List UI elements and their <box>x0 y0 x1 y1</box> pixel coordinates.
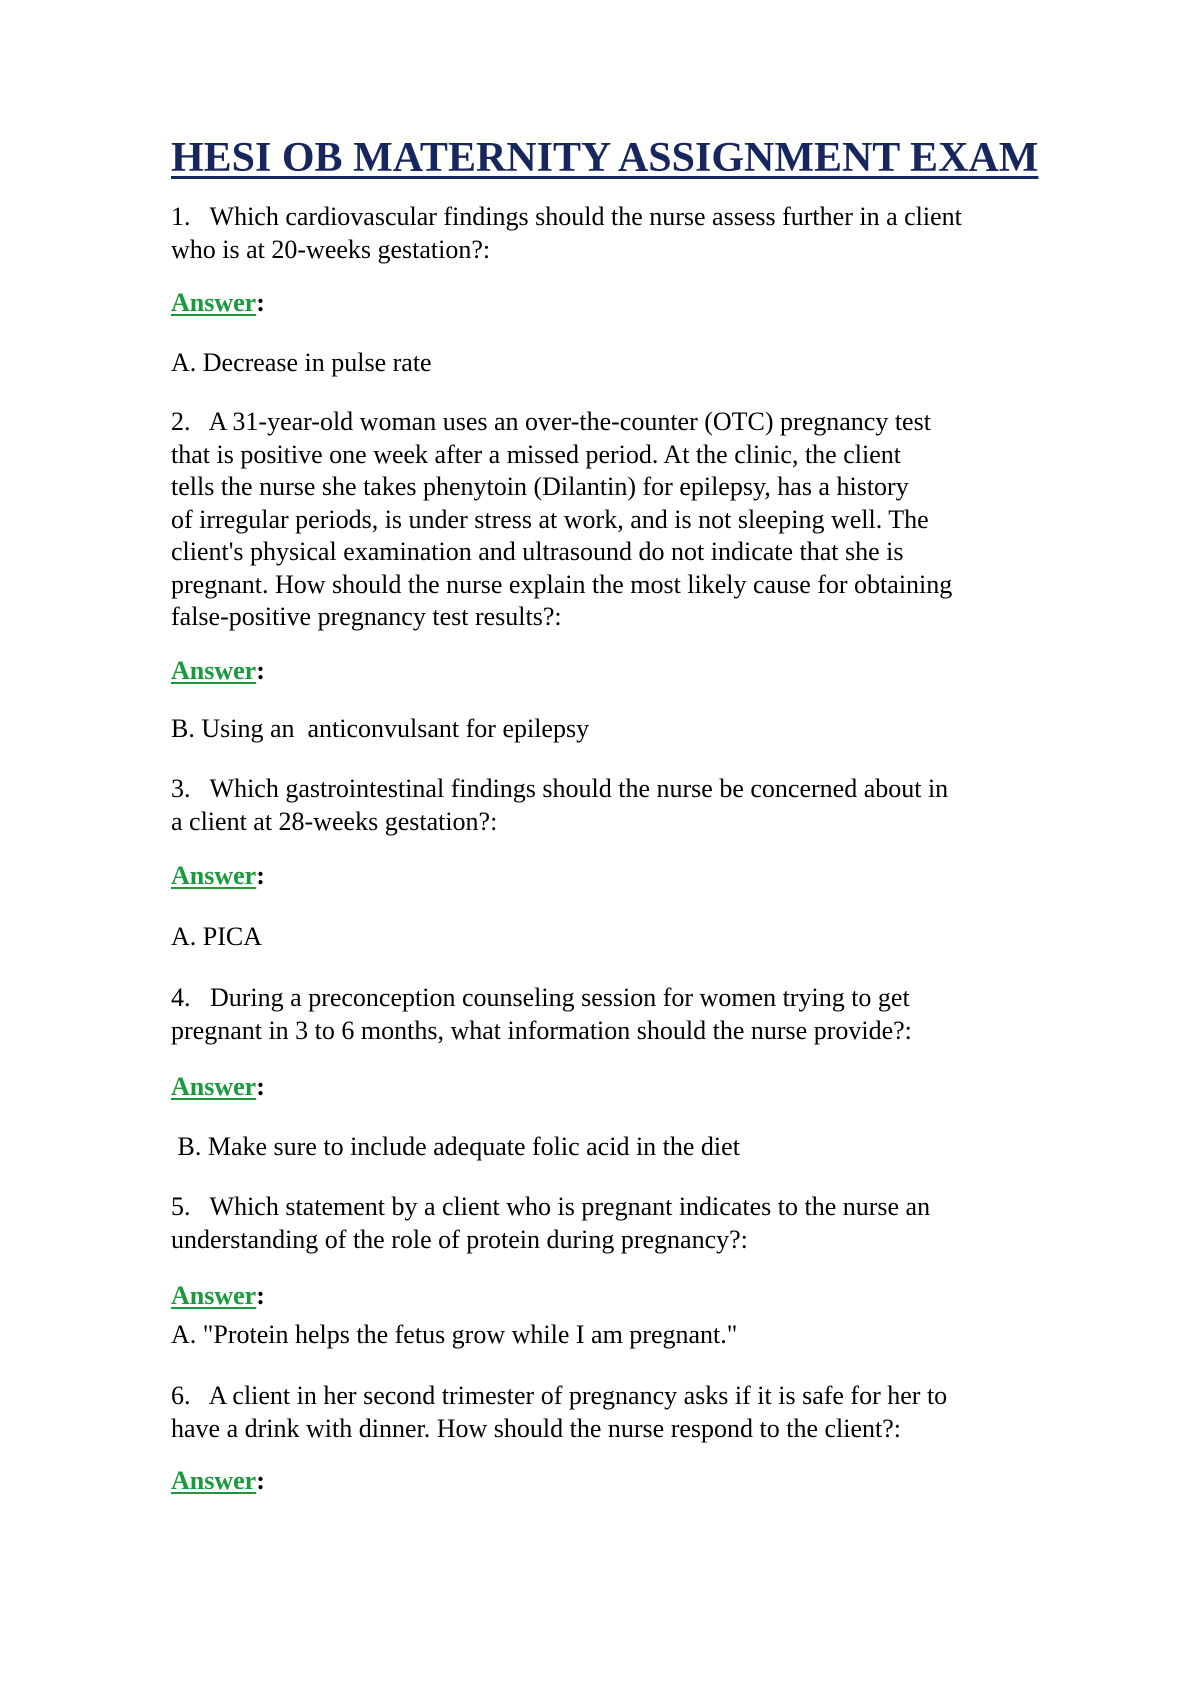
question-2 <box>171 406 952 634</box>
question-line: 3. Which gastrointestinal findings should the nurse be concerned about in <box>171 774 949 803</box>
question-line: 2. A 31-year-old woman uses an over-the-counter (OTC) pregnancy test <box>171 407 931 436</box>
answer-word: Answer <box>171 861 257 890</box>
question-1 <box>171 201 962 266</box>
question-6 <box>171 1380 947 1445</box>
question-line: have a drink with dinner. How should the nurse respond to the client?: <box>171 1413 902 1443</box>
question-line: pregnant in 3 to 6 months, what information should the nurse provide?: <box>171 1015 912 1045</box>
page-title: HESI OB MATERNITY ASSIGNMENT EXAM <box>171 135 1039 181</box>
question-line: pregnant. How should the nurse explain the most likely cause for obtaining <box>171 569 953 599</box>
answer-word: Answer <box>171 1466 257 1495</box>
question-4 <box>171 982 912 1047</box>
answer-4: B. Make sure to include adequate folic acid in the diet <box>171 1132 740 1161</box>
answer-word: Answer <box>171 1072 257 1101</box>
answer-word: Answer <box>171 656 257 685</box>
answer-word: Answer <box>171 1281 257 1310</box>
question-line: a client at 28-weeks gestation?: <box>171 806 498 836</box>
question-line: that is positive one week after a missed period. At the clinic, the client <box>171 439 901 469</box>
question-line: who is at 20-weeks gestation?: <box>171 234 491 264</box>
answer-label-1: Answer: <box>171 288 265 317</box>
question-line: understanding of the role of protein during pregnancy?: <box>171 1224 748 1254</box>
question-line: 5. Which statement by a client who is pregnant indicates to the nurse an <box>171 1192 931 1221</box>
answer-label-2: Answer: <box>171 656 265 685</box>
question-line: of irregular periods, is under stress at work, and is not sleeping well. The <box>171 504 929 534</box>
question-3 <box>171 773 948 838</box>
answer-2: B. Using an anticonvulsant for epilepsy <box>171 714 590 743</box>
answer-5: A. "Protein helps the fetus grow while I am pregnant." <box>171 1320 738 1349</box>
answer-3: A. PICA <box>171 922 263 951</box>
answer-label-5: Answer: <box>171 1281 265 1310</box>
question-5 <box>171 1191 930 1256</box>
question-line: 4. During a preconception counseling session for women trying to get <box>171 983 910 1012</box>
question-line: tells the nurse she takes phenytoin (Dilantin) for epilepsy, has a history <box>171 472 909 501</box>
question-line: client's physical examination and ultrasound do not indicate that she is <box>171 537 904 566</box>
answer-label-3: Answer: <box>171 861 265 890</box>
answer-word: Answer <box>171 288 257 317</box>
question-line: false-positive pregnancy test results?: <box>171 602 562 631</box>
answer-label-4: Answer: <box>171 1072 265 1101</box>
question-line: 6. A client in her second trimester of pregnancy asks if it is safe for her to <box>171 1381 948 1410</box>
answer-label-6: Answer: <box>171 1466 265 1495</box>
answer-1: A. Decrease in pulse rate <box>171 348 432 377</box>
question-line: 1. Which cardiovascular findings should the nurse assess further in a client <box>171 202 962 231</box>
